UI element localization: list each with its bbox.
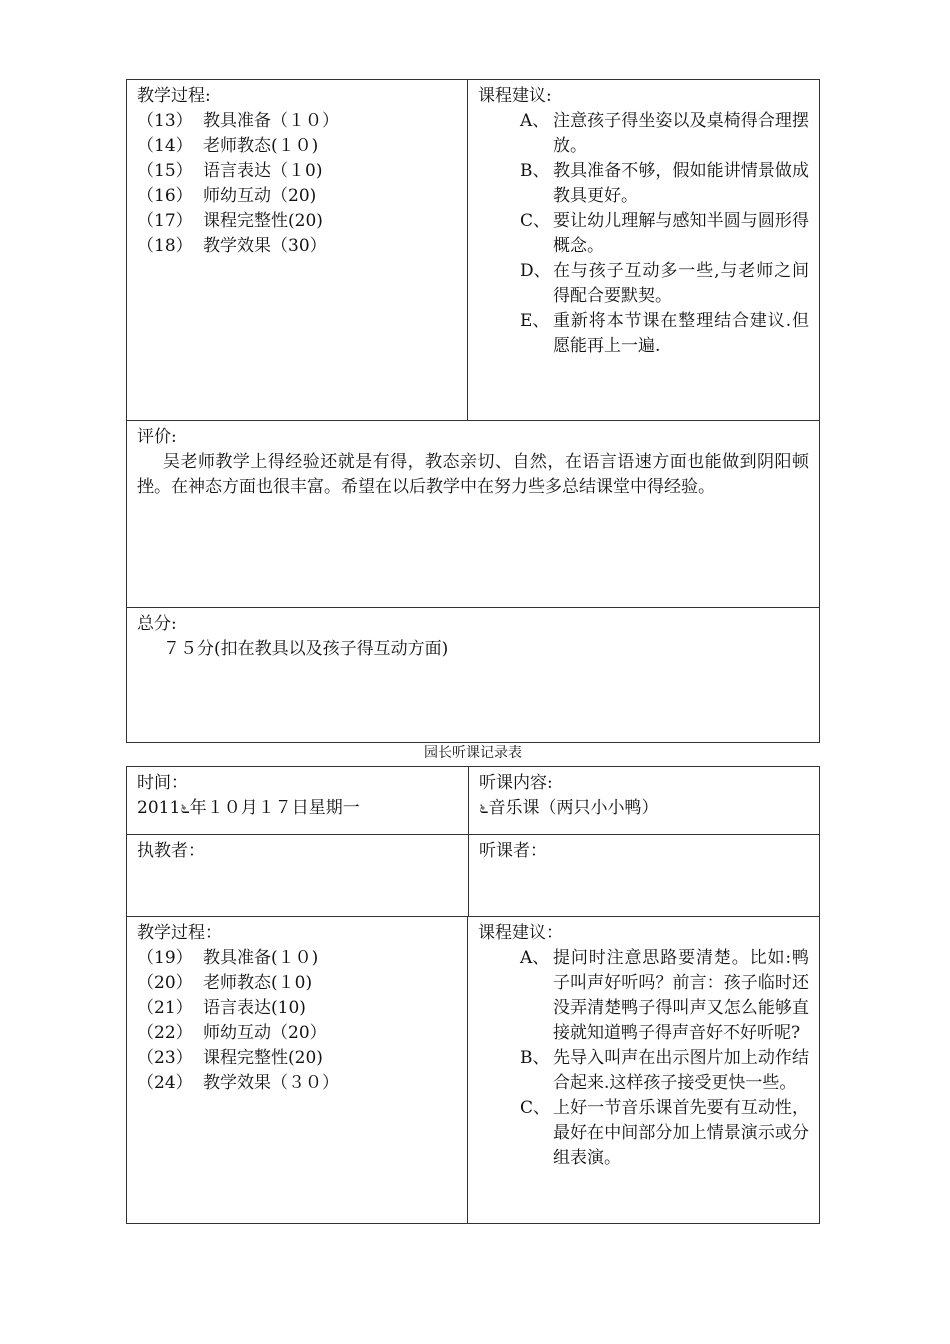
evaluation-table-2 bbox=[126, 766, 820, 1224]
score-row bbox=[127, 607, 819, 742]
process-item: （20） 老师教态(１0) bbox=[137, 973, 313, 993]
process-suggestions-row bbox=[127, 80, 819, 420]
score-cell bbox=[127, 608, 819, 742]
time-label: 时间： bbox=[137, 773, 188, 793]
process-item: （18） 教学效果（30） bbox=[137, 236, 327, 256]
teacher-cell bbox=[127, 835, 469, 916]
teaching-process-label: 教学过程: bbox=[137, 86, 211, 106]
time-value: 2011೬年１０月１７日星期一 bbox=[137, 798, 360, 818]
process-item: （23） 课程完整性(20) bbox=[137, 1048, 323, 1068]
lesson-content-label: 听课内容: bbox=[479, 773, 553, 793]
evaluation-label: 评价: bbox=[137, 427, 177, 447]
process-item: （14） 老师教态(１０) bbox=[137, 136, 319, 156]
suggestion-list bbox=[478, 946, 809, 1171]
course-suggestions-cell bbox=[468, 80, 819, 420]
process-suggestions-row bbox=[127, 916, 819, 1223]
process-item: （15） 语言表达（１0) bbox=[137, 161, 323, 181]
evaluation-table-1 bbox=[126, 79, 820, 743]
suggestion-item: C、 要让幼儿理解与感知半圆与圆形得概念。 bbox=[520, 211, 809, 256]
suggestion-item: C、 上好一节音乐课首先要有互动性，最好在中间部分加上情景演示或分组表演。 bbox=[520, 1098, 809, 1168]
evaluation-text: 吴老师教学上得经验还就是有得，教态亲切、自然，在语言语速方面也能做到阴阳顿挫。在神态方面也很丰富。希望在以后教学中在努力些多总结课堂中得经验。 bbox=[137, 452, 809, 497]
table-caption: 园长听课记录表 bbox=[424, 745, 522, 761]
time-cell bbox=[127, 767, 469, 834]
process-item: （13） 教具准备（１０） bbox=[137, 111, 339, 131]
suggestion-item: D、 在与孩子互动多一些,与老师之间得配合要默契。 bbox=[520, 261, 809, 306]
teaching-process-cell bbox=[127, 917, 468, 1223]
teaching-process-label: 教学过程： bbox=[137, 923, 222, 943]
suggestion-list bbox=[478, 109, 809, 359]
suggestion-item: E、 重新将本节课在整理结合建议.但愿能再上一遍. bbox=[520, 311, 809, 356]
process-item: （24） 教学效果（３０） bbox=[137, 1073, 339, 1093]
evaluation-row bbox=[127, 420, 819, 607]
teacher-label: 执教者： bbox=[137, 841, 205, 861]
teaching-process-cell bbox=[127, 80, 468, 420]
suggestion-item: B、 教具准备不够，假如能讲情景做成教具更好。 bbox=[520, 161, 809, 206]
process-item: （21） 语言表达(10) bbox=[137, 998, 306, 1018]
course-suggestions-label: 课程建议： bbox=[478, 923, 563, 943]
process-item: （19） 教具准备(１０) bbox=[137, 948, 319, 968]
observer-label: 听课者： bbox=[479, 841, 547, 861]
suggestion-item: A、 注意孩子得坐姿以及桌椅得合理摆放。 bbox=[520, 111, 809, 156]
process-item: （16） 师幼互动（20) bbox=[137, 186, 317, 206]
course-suggestions-label: 课程建议: bbox=[478, 86, 552, 106]
suggestion-item: A、 提问时注意思路要清楚。比如:鸭子叫声好听吗？前言：孩子临时还没弄清楚鸭子得叫声又怎么能够直接就知道鸭子得声音好不好听呢? bbox=[520, 948, 809, 1043]
suggestion-item: B、 先导入叫声在出示图片加上动作结合起来.这样孩子接受更快一些。 bbox=[520, 1048, 809, 1093]
score-label: 总分: bbox=[137, 614, 177, 634]
process-item: （22） 师幼互动（20） bbox=[137, 1023, 327, 1043]
course-suggestions-cell bbox=[468, 917, 819, 1223]
score-text: ７５分(扣在教具以及孩子得互动方面) bbox=[163, 639, 449, 659]
process-item: （17） 课程完整性(20) bbox=[137, 211, 323, 231]
lesson-content-value: ೬音乐课（两只小小鸭） bbox=[479, 798, 659, 818]
time-content-row bbox=[127, 767, 819, 834]
lesson-content-cell bbox=[469, 767, 819, 834]
observer-cell bbox=[469, 835, 819, 916]
teacher-observer-row bbox=[127, 834, 819, 916]
evaluation-cell bbox=[127, 421, 819, 607]
